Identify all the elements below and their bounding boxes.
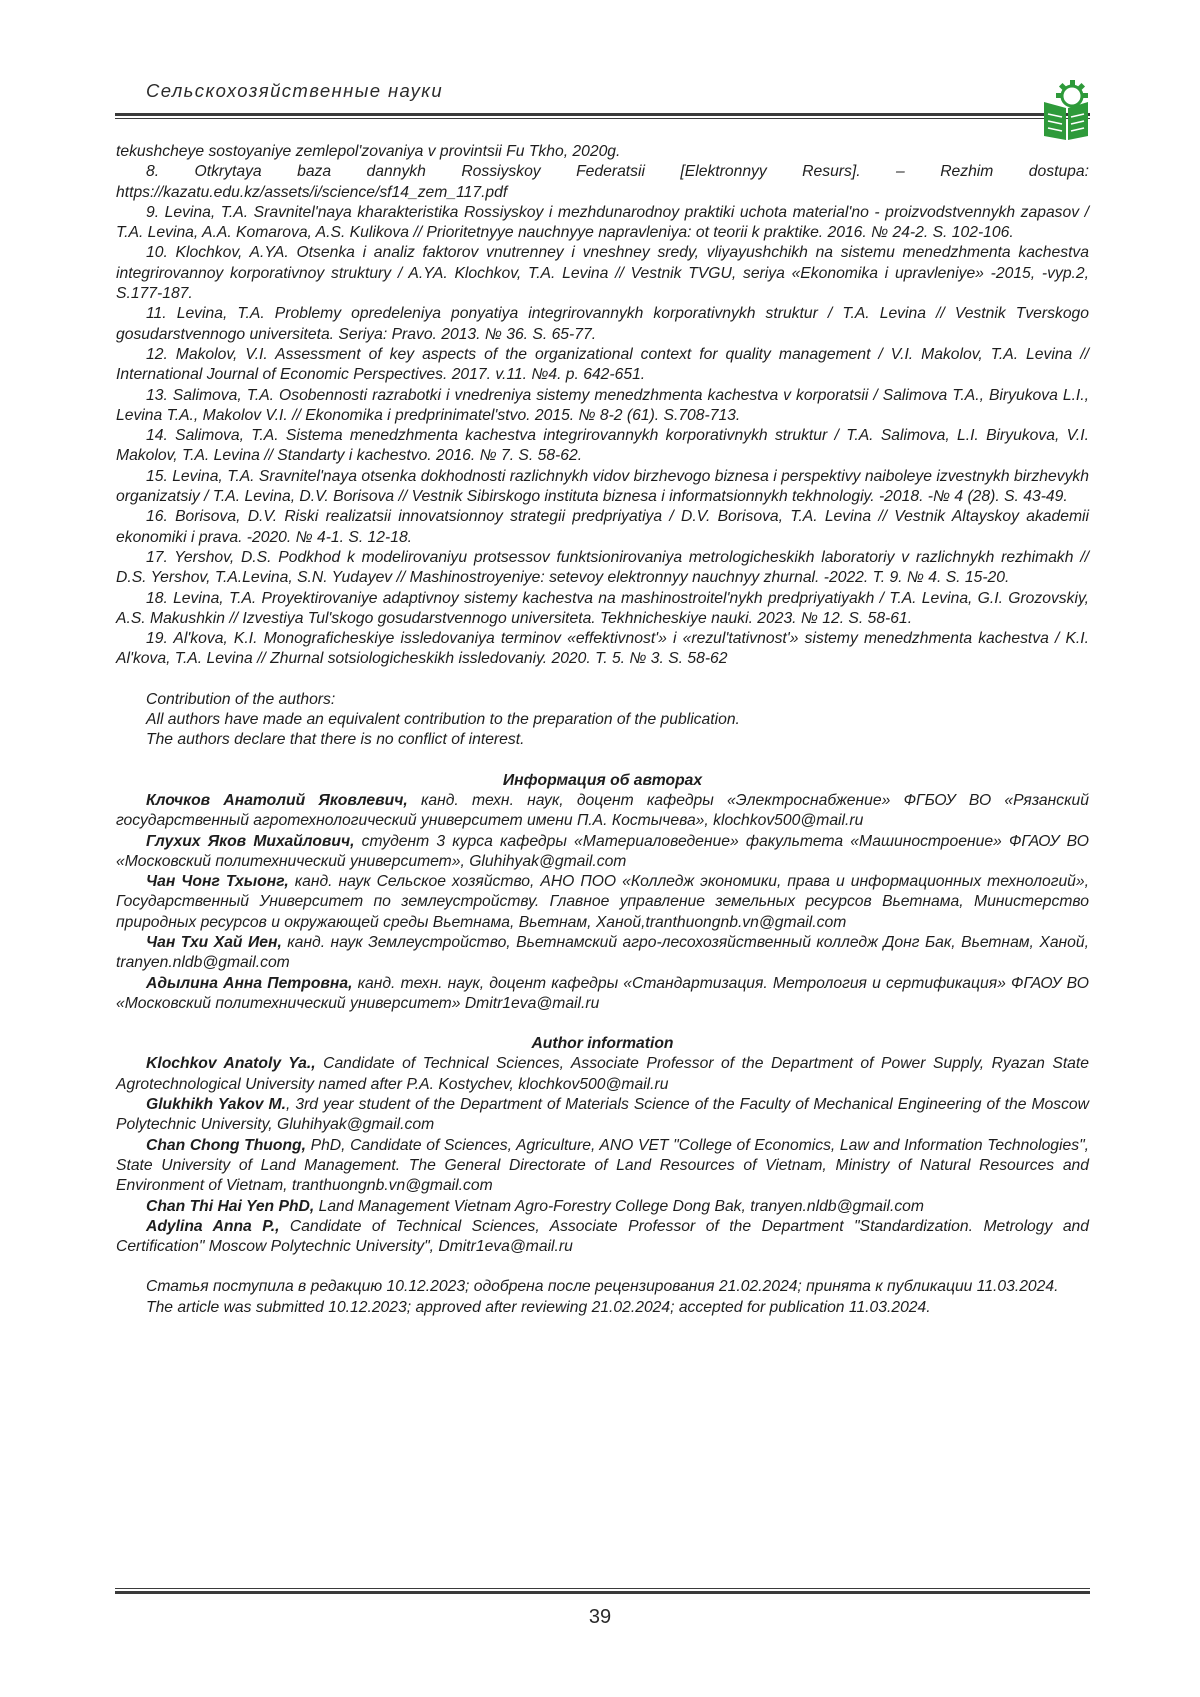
author-details: Candidate of Technical Sciences, Associate Professor of the Department of Power Supply, Ryazan State Agrotechnological University named after P.A. Kostychev, klochkov500@mail.ru bbox=[116, 1055, 1089, 1093]
journal-section-title: Сельскохозяйственные науки bbox=[146, 80, 444, 101]
author-details: Candidate of Technical Sciences, Associate Professor of the Department "Standardization. Metrology and Certification" Moscow Polytechnic University", Dmitr1eva@mail.ru bbox=[116, 1217, 1090, 1256]
author-name: Адылина Анна Петровна, bbox=[146, 974, 353, 992]
author-name: Adylina Anna P., bbox=[146, 1217, 280, 1235]
author-details: Land Management Vietnam Agro-Forestry College Dong Bak, tranyen.nldb@gmail.com bbox=[314, 1197, 924, 1215]
page-number: 39 bbox=[588, 1606, 612, 1628]
author-name: Klochkov Anatoly Ya., bbox=[146, 1055, 316, 1073]
author-entry bbox=[116, 1095, 1089, 1136]
author-details: канд. техн. наук, доцент кафедры «Электроснабжение» ФГБОУ ВО «Рязанский государственный агротехнологический университет имени П.А. Костычева», klochkov500@mail.ru bbox=[116, 791, 1089, 830]
authors-en-section bbox=[116, 1034, 1089, 1257]
reference-item: 14. Salimova, T.A. Sistema menedzhmenta kachestva integrirovannykh korporativnykh struktur / T.A. Salimova, L.I. Biryukova, V.I. Makolov, T.A. Levina // Standarty i kachestvo. 2016. № 7. S. 58-62. bbox=[116, 427, 1089, 465]
author-details: канд. техн. наук, доцент кафедры «Стандартизация. Метрология и сертификация» ФГАОУ ВО «Московский политехнический университет» Dmitr1eva@mail.ru bbox=[116, 974, 1090, 1012]
author-name: Чан Чонг Тхыонг, bbox=[146, 873, 289, 891]
author-details: канд. наук Землеустройство, Вьетнамский агро-лесохозяйственный колледж Донг Бак, Вьетнам, Ханой, tranyen.nldb@gmail.com bbox=[116, 933, 1089, 972]
reference-item: 15. Levina, T.A. Sravnitel'naya otsenka dokhodnosti razlichnykh vidov birzhevogo biznesa i perspektivy naiboleye izvestnykh birzhevykh organizatsiy / T.A. Levina, D.V. Borisova // Vestnik Sibirskogo instituta biznesa i informatsionnykh tekhnologiy. -2018. -№ 4 (28). S. 43-49. bbox=[116, 467, 1089, 506]
author-name: Chan Chong Thuong, bbox=[146, 1136, 306, 1154]
reference-item: 17. Yershov, D.S. Podkhod k modelirovaniyu protsessov funktsionirovaniya metrologicheskikh laboratoriy v razlichnykh rezhimakh // D.S. Yershov, T.A.Levina, S.N. Yudayev // Mashinostroyeniye: setevoy elektronnyy nauchnyy zhurnal. -2022. T. 9. № 4. S. 15-20. bbox=[116, 548, 1089, 587]
reference-item: 8. Otkrytaya baza dannykh Rossiyskoy Federatsii [Elektronnyy Resurs]. – Rezhim dostupa: https://kazatu.edu.kz/assets/i/science/sf14_zem_117.pdf bbox=[116, 163, 1089, 201]
contribution-block bbox=[116, 690, 1089, 751]
header-rule-thick bbox=[115, 113, 1090, 116]
author-details: студент 3 курса кафедры «Материаловедение» факультета «Машиностроение» ФГАОУ ВО «Московский политехнический университет», Gluhihyak@gmail.com bbox=[116, 832, 1089, 870]
reference-item: 19. Al'kova, K.I. Monograficheskiye issledovaniya terminov «effektivnost'» i «rezul'tativnost'» sistemy menedzhmenta kachestva / K.I. Al'kova, T.A. Levina // Zhurnal sotsiologicheskikh issledovaniy. 2020. T. 5. № 3. S. 58-62 bbox=[116, 630, 1089, 668]
footer-rule-thick bbox=[115, 1591, 1090, 1594]
author-entry bbox=[116, 872, 1089, 933]
author-entry bbox=[116, 1197, 1089, 1217]
reference-item: 16. Borisova, D.V. Riski realizatsii innovatsionnoy strategii predpriyatiya / D.V. Borisova, T.A. Levina // Vestnik Altayskoy akademii ekonomiki i prava. -2020. № 4-1. S. 12-18. bbox=[116, 508, 1089, 546]
author-name: Glukhikh Yakov M. bbox=[146, 1096, 286, 1114]
reference-item: 13. Salimova, T.A. Osobennosti razrabotki i vnedreniya sistemy menedzhmenta kachestva v korporatsii / Salimova T.A., Biryukova L.I., Levina T.A., Makolov V.I. // Ekonomika i predprinimatel'stvo. 2015. № 8-2 (61). S.708-713. bbox=[116, 386, 1089, 424]
author-name: Клочков Анатолий Яковлевич, bbox=[146, 791, 408, 809]
author-details: PhD, Candidate of Sciences, Agriculture, ANO VET "College of Economics, Law and Information Technologies", State University of Land Management. The General Directorate of Land Resources of Vietnam, Ministry of Natural Resources and Environment of Vietnam, tranthuongnb.vn@gmail.com bbox=[116, 1136, 1089, 1195]
author-entry bbox=[116, 974, 1089, 1015]
authors-ru-section bbox=[116, 771, 1089, 1015]
reference-item: 9. Levina, T.A. Sravnitel'naya kharakteristika Rossiyskoy i mezhdunarodnoy praktiki uchota material'no - proizvodstvennykh zapasov / T.A. Levina, A.A. Komarova, A.S. Kulikova // Prioritetnyye nauchnyye napravleniya: ot teorii k praktike. 2016. № 24-2. S. 102-106. bbox=[116, 203, 1089, 242]
conflict-statement: The authors declare that there is no conflict of interest. bbox=[146, 731, 525, 749]
footer-rule-thin bbox=[115, 1588, 1090, 1589]
author-entry bbox=[116, 791, 1089, 832]
author-details: , 3rd year student of the Department of Materials Science of the Faculty of Mechanical Engineering of the Moscow Polytechnic University, Gluhihyak@gmail.com bbox=[116, 1096, 1089, 1134]
contribution-heading: Contribution of the authors: bbox=[146, 690, 336, 708]
author-name: Chan Thi Hai Yen PhD, bbox=[146, 1197, 315, 1215]
submission-dates bbox=[116, 1277, 1089, 1318]
reference-item: 11. Levina, T.A. Problemy opredeleniya ponyatiya integrirovannykh korporativnykh struktur / T.A. Levina // Vestnik Tverskogo gosudarstvennogo universiteta. Seriya: Pravo. 2013. № 36. S. 65-77. bbox=[116, 305, 1089, 343]
reference-item: 10. Klochkov, A.YA. Otsenka i analiz faktorov vnutrenney i vneshney sredy, vliyayushchikh na sistemu menedzhmenta kachestva integrirovannoy korporativnoy struktury / A.YA. Klochkov, T.A. Levina // Vestnik TVGU, seriya «Ekonomika i upravleniye» -2015, -vyp.2, S.177-187. bbox=[116, 244, 1089, 303]
header-rule-thin bbox=[115, 118, 1090, 119]
contribution-text: All authors have made an equivalent contribution to the preparation of the publication. bbox=[146, 711, 740, 729]
dates-en: The article was submitted 10.12.2023; approved after reviewing 21.02.2024; accepted for publication 11.03.2024. bbox=[146, 1298, 931, 1316]
authors-ru-title: Информация об авторах bbox=[502, 771, 703, 789]
author-name: Глухих Яков Михайлович, bbox=[146, 832, 355, 850]
green-book-gear-icon bbox=[1040, 78, 1092, 140]
reference-list bbox=[116, 142, 1089, 670]
reference-item: 18. Levina, T.A. Proyektirovaniye adaptivnoy sistemy kachestva na mashinostroitel'nykh predpriyatiyakh / T.A. Levina, G.I. Grozovskiy, A.S. Makushkin // Izvestiya Tul'skogo gosudarstvennogo universiteta. Tekhnicheskiye nauki. 2023. № 12. S. 58-61. bbox=[116, 589, 1089, 627]
article-body bbox=[116, 142, 1089, 1318]
authors-en-title: Author information bbox=[531, 1035, 674, 1053]
author-entry bbox=[116, 1217, 1089, 1258]
author-entry bbox=[116, 832, 1089, 873]
author-name: Чан Тхи Хай Иен, bbox=[146, 933, 282, 951]
author-entry bbox=[116, 1136, 1089, 1197]
dates-ru: Статья поступила в редакцию 10.12.2023; одобрена после рецензирования 21.02.2024; принята к публикации 11.03.2024. bbox=[146, 1278, 1059, 1296]
author-entry bbox=[116, 1054, 1089, 1095]
reference-item: tekushcheye sostoyaniye zemlepol'zovaniya v provintsii Fu Tkho, 2020g. bbox=[116, 143, 621, 160]
author-entry bbox=[116, 933, 1089, 974]
author-details: канд. наук Сельское хозяйство, АНО ПОО «Колледж экономики, права и информационных технологий», Государственный Университет по землеустройству. Главное управление земельных ресурсов Вьетнама, Министерство природных ресурсов и окружающей среды Вьетнама, Вьетнам, Ханой,tranthuongnb.vn@gmail.com bbox=[116, 873, 1089, 931]
reference-item: 12. Makolov, V.I. Assessment of key aspects of the organizational context for quality management / V.I. Makolov, T.A. Levina // International Journal of Economic Perspectives. 2017. v.11. №4. p. 642-651. bbox=[116, 345, 1089, 384]
